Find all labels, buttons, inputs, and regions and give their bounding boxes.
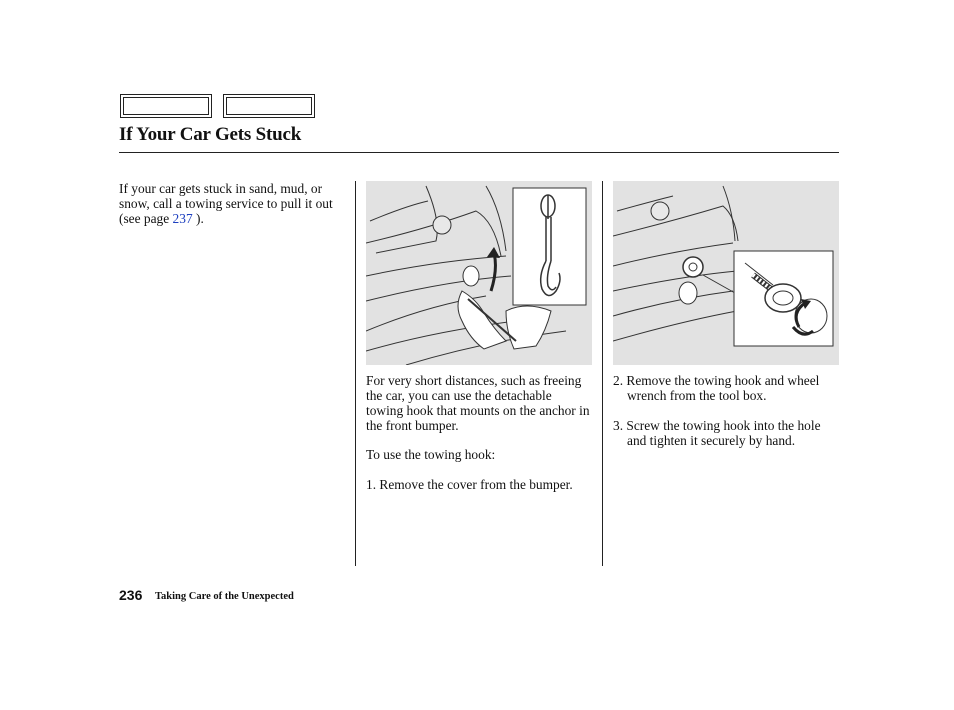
bumper-cover-icon xyxy=(679,282,697,304)
figure-remove-cover xyxy=(366,181,592,365)
nav-button-prev[interactable] xyxy=(120,94,212,118)
page-link[interactable]: 237 xyxy=(172,211,193,226)
section-name: Taking Care of the Unexpected xyxy=(155,591,294,602)
page-title: If Your Car Gets Stuck xyxy=(119,124,302,145)
column-3-text xyxy=(613,373,837,448)
step-1: 1. Remove the cover from the bumper. xyxy=(366,477,573,492)
step-2: 2. Remove the towing hook and wheel wrench from the tool box. xyxy=(613,373,820,403)
column-2-text xyxy=(366,373,592,492)
column-divider xyxy=(355,181,356,566)
hook-install-illustration xyxy=(613,181,839,365)
intro-text: If your car gets stuck in sand, mud, or snow, call a towing service to pull it out (see page xyxy=(119,181,333,226)
arrow-up-icon xyxy=(491,253,495,291)
title-rule xyxy=(119,152,839,153)
figure-screw-hook xyxy=(613,181,839,365)
instructions-heading: To use the towing hook: xyxy=(366,447,496,462)
intro-tail: ). xyxy=(192,211,204,226)
nav-button-next[interactable] xyxy=(223,94,315,118)
page-number: 236 xyxy=(119,587,143,603)
anchor-hole-icon xyxy=(683,257,703,277)
towing-hook-paragraph: For very short distances, such as freeing the car, you can use the detachable towing hook that mounts on the anchor in the front bumper. xyxy=(366,373,590,433)
intro-paragraph xyxy=(119,181,343,226)
column-divider xyxy=(602,181,603,566)
step-3: 3. Screw the towing hook into the hole and tighten it securely by hand. xyxy=(613,418,821,448)
bumper-cover-illustration xyxy=(366,181,592,365)
